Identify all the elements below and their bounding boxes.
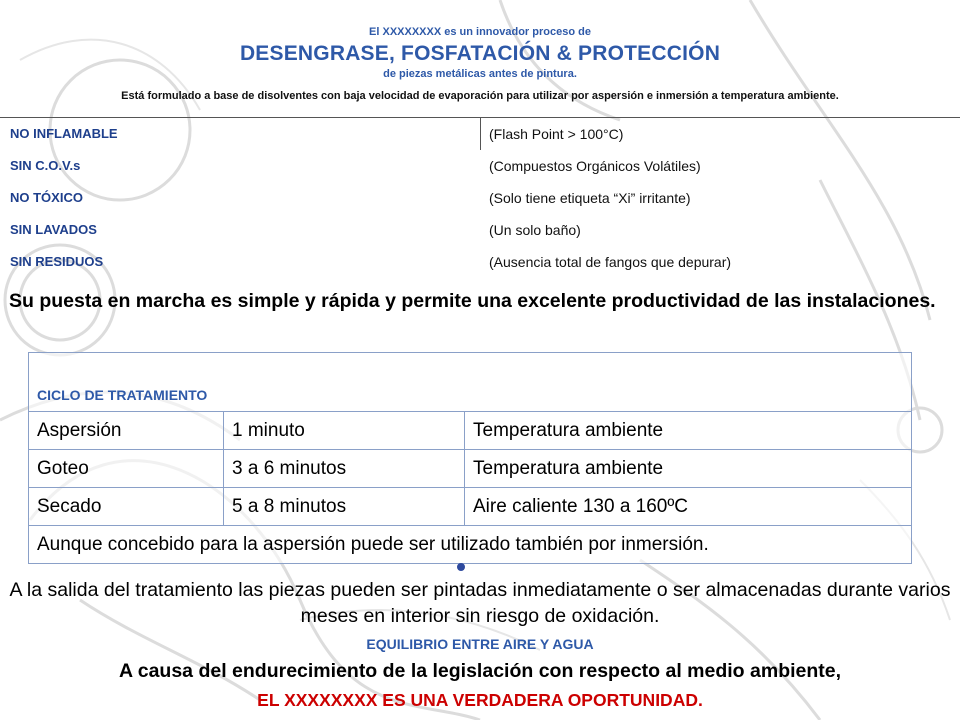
page-title: DESENGRASE, FOSFATACIÓN & PROTECCIÓN bbox=[239, 42, 721, 65]
feature-row bbox=[0, 246, 960, 278]
table-caption: CICLO DE TRATAMIENTO bbox=[29, 353, 912, 412]
table-cell-condition: Aire caliente 130 a 160ºC bbox=[465, 488, 912, 526]
table-cell-time: 1 minuto bbox=[224, 412, 465, 450]
feature-row bbox=[0, 182, 960, 214]
after-treatment-text: A la salida del tratamiento las piezas pueden ser pintadas inmediatamente o ser almacenadas durante varios meses en interior sin riesgo de oxidación. bbox=[9, 579, 951, 627]
feature-row bbox=[0, 150, 960, 182]
opportunity-statement: EL XXXXXXXX ES UNA VERDADERA OPORTUNIDAD. bbox=[257, 690, 703, 710]
feature-description: (Flash Point > 100°C) bbox=[489, 126, 624, 142]
feature-description: (Compuestos Orgánicos Volátiles) bbox=[489, 158, 701, 174]
legislation-statement: A causa del endurecimiento de la legislación con respecto al medio ambiente, bbox=[118, 660, 842, 682]
equilibrio-heading: EQUILIBRIO ENTRE AIRE Y AGUA bbox=[366, 636, 594, 652]
feature-name: SIN LAVADOS bbox=[10, 222, 97, 237]
feature-name: SIN C.O.V.s bbox=[10, 158, 81, 173]
table-cell-stage: Goteo bbox=[29, 450, 224, 488]
productivity-statement: Su puesta en marcha es simple y rápida y permite una excelente productividad de las instalaciones. bbox=[9, 290, 936, 312]
table-row bbox=[29, 450, 912, 488]
table-cell-time: 5 a 8 minutos bbox=[224, 488, 465, 526]
table-caption-row bbox=[29, 353, 912, 412]
table-cell-time: 3 a 6 minutos bbox=[224, 450, 465, 488]
table-note: Aunque concebido para la aspersión puede ser utilizado también por inmersión. bbox=[29, 526, 912, 564]
feature-row bbox=[0, 118, 960, 150]
header-intro: El XXXXXXXX es un innovador proceso de bbox=[369, 26, 591, 38]
header-description: Está formulado a base de disolventes con baja velocidad de evaporación para utilizar por aspersión e inmersión a temperatura ambiente. bbox=[121, 90, 839, 102]
table-cell-stage: Secado bbox=[29, 488, 224, 526]
table-cell-condition: Temperatura ambiente bbox=[465, 412, 912, 450]
table-cell-condition: Temperatura ambiente bbox=[465, 450, 912, 488]
features-list bbox=[0, 118, 960, 278]
feature-name: NO TÓXICO bbox=[10, 190, 83, 205]
treatment-cycle-table bbox=[28, 352, 912, 564]
table-row bbox=[29, 488, 912, 526]
feature-name: SIN RESIDUOS bbox=[10, 254, 104, 269]
feature-name: NO INFLAMABLE bbox=[10, 126, 118, 141]
feature-description: (Solo tiene etiqueta “Xi” irritante) bbox=[489, 190, 691, 206]
table-row bbox=[29, 412, 912, 450]
header-subtitle: de piezas metálicas antes de pintura. bbox=[383, 68, 577, 80]
feature-row bbox=[0, 214, 960, 246]
table-cell-stage: Aspersión bbox=[29, 412, 224, 450]
bullet-dot-icon bbox=[457, 563, 465, 571]
table-note-row bbox=[29, 526, 912, 564]
feature-description: (Un solo baño) bbox=[489, 222, 581, 238]
feature-description: (Ausencia total de fangos que depurar) bbox=[489, 254, 732, 270]
